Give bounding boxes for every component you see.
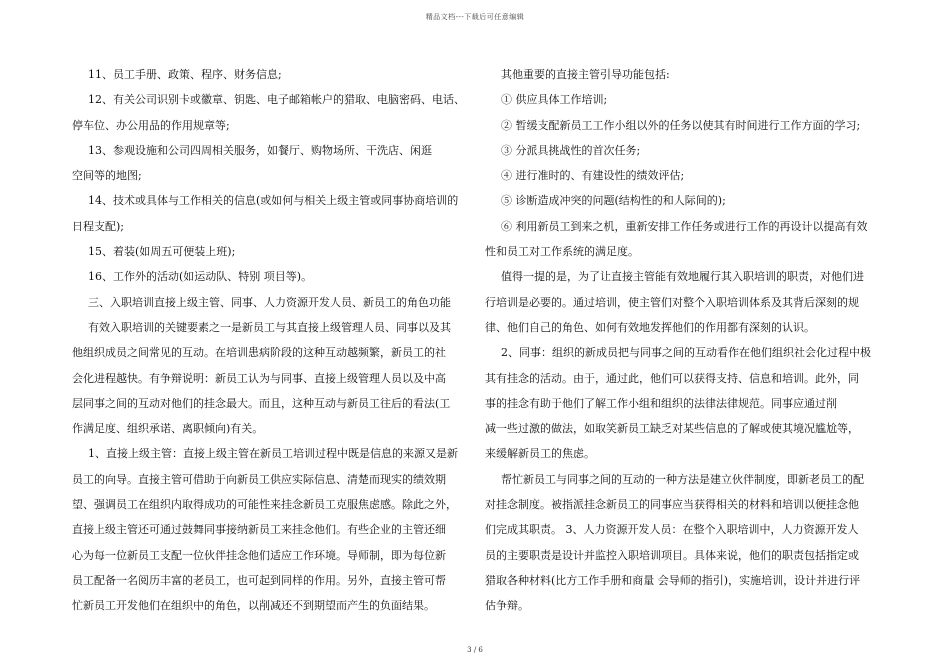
text-line: 11、员工手册、政策、程序、财务信息;: [88, 68, 282, 81]
right-column: [485, 62, 869, 619]
text-line: 们完成其职责。 3、人力资源开发人员：在整个入职培训中，人力资源开发人: [485, 523, 859, 537]
text-line: 2、同事：组织的新成员把与同事之间的互动看作在他们组织社会化过程中极: [501, 346, 871, 360]
text-line: 律、他们自己的角色、如何有效地发挥他们的作用都有深刻的认识。: [485, 320, 815, 334]
text-line: 日程支配);: [72, 219, 124, 233]
text-line: 员工的向导。直接主管可借助于向新员工供应实际信息、清楚而现实的绩效期: [72, 472, 446, 486]
text-line: 其有挂念的活动。由于，通过此，他们可以获得支持、信息和培训。此外，同: [485, 371, 859, 385]
text-line: 其他重要的直接主管引导功能包括:: [501, 68, 670, 81]
list-item: ③ 分派具挑战性的首次任务;: [501, 143, 641, 157]
text-line: 性和员工对工作系统的满足度。: [485, 245, 639, 259]
text-line: 来缓解新员工的焦虑。: [485, 447, 595, 461]
text-line: 作满足度、组织承诺、离职倾向)有关。: [72, 422, 264, 436]
text-line: 15、着装(如周五可便装上班);: [88, 245, 236, 259]
text-line: 估争辩。: [485, 599, 529, 613]
left-column: [72, 62, 465, 619]
list-item: ⑤ 诊断造成冲突的问题(结构性的和人际间的);: [501, 194, 726, 208]
list-item: ⑥ 利用新员工到来之机，重新安排工作任务或进行工作的再设计以提高有效: [501, 219, 868, 233]
text-line: 心为每一位新员工支配一位伙伴挂念他们适应工作环境。导师制，即为每位新: [72, 548, 446, 562]
text-line: 忙新员工开发他们在组织中的角色，以削减还不到期望而产生的负面结果。: [72, 599, 435, 613]
text-line: 事的挂念有助于他们了解工作小组和组织的法律法律规范。同事应通过削: [485, 396, 837, 410]
text-line: 空间等的地图;: [72, 169, 142, 183]
text-line: 猎取各种材料(比方工作手册和商量 会导师的指引)，实施培训，设计并进行评: [485, 573, 861, 587]
page-number: 3 / 6: [467, 646, 483, 654]
text-line: 有效入职培训的关键要素之一是新员工与其直接上级管理人员、同事以及其: [88, 320, 451, 334]
text-line: 直接上级主管还可通过鼓舞同事接纳新员工来挂念他们。有些企业的主管还细: [72, 523, 446, 537]
text-line: 会化进程越快。有争辩说明：新员工认为与同事、直接上级管理人员以及中高: [72, 371, 446, 385]
text-line: 16、工作外的活动(如运动队、特别 项目等)。: [88, 270, 313, 284]
text-line: 对挂念制度。被指派挂念新员工的同事应当获得相关的材料和培训以便挂念他: [485, 498, 859, 512]
text-line: 望、强调员工在组织内取得成功的可能性来挂念新员工克服焦虑感。除此之外，: [72, 498, 457, 512]
list-item: ① 供应具体工作培训;: [501, 93, 608, 107]
text-line: 14、技术或具体与工作相关的信息(或如何与相关上级主管或同事协商培训的: [88, 194, 459, 208]
text-line: 12、有关公司识别卡或徽章、钥匙、电子邮箱帐户的猎取、电脑密码、电话、: [88, 93, 465, 107]
text-line: 行培训是必要的。通过培训，使主管们对整个入职培训体系及其背后深刻的规: [485, 295, 859, 309]
text-line: 员工配备一名阅历丰富的老员工，也可起到同样的作用。另外，直接主管可帮: [72, 573, 446, 587]
text-line: 层同事之间的互动对他们的挂念最大。而且，这种互动与新员工往后的看法(工: [72, 396, 451, 410]
list-item: ④ 进行准时的、有建设性的绩效评估;: [501, 169, 685, 183]
page-header: 精品文档---下载后可任意编辑: [425, 13, 525, 21]
text-line: 减一些过激的做法，如取笑新员工缺乏对某些信息的了解或使其境况尴尬等，: [485, 422, 859, 436]
text-line: 值得一提的是，为了让直接主管能有效地履行其入职培训的职责，对他们进: [501, 270, 864, 284]
text-line: 帮忙新员工与同事之间的互动的一种方法是建立伙伴制度，即新老员工的配: [501, 472, 864, 486]
list-item: ② 暂缓支配新员工工作小组以外的任务以使其有时间进行工作方面的学习;: [501, 118, 861, 132]
text-line: 13、参观设施和公司四周相关服务，如餐厅、购物场所、干洗店、闲逛: [88, 143, 432, 157]
text-line: 停车位、办公用品的作用规章等;: [72, 118, 230, 132]
text-line: 他组织成员之间常见的互动。在培训患病阶段的这种互动越频繁，新员工的社: [72, 346, 446, 360]
text-line: 员的主要职责是设计并监控入职培训项目。具体来说，他们的职责包括指定或: [485, 548, 859, 562]
section-heading: 三、入职培训直接上级主管、同事、人力资源开发人员、新员工的角色功能: [88, 295, 451, 309]
text-line: 1、直接上级主管：直接上级主管在新员工培训过程中既是信息的来源又是新: [88, 447, 458, 461]
